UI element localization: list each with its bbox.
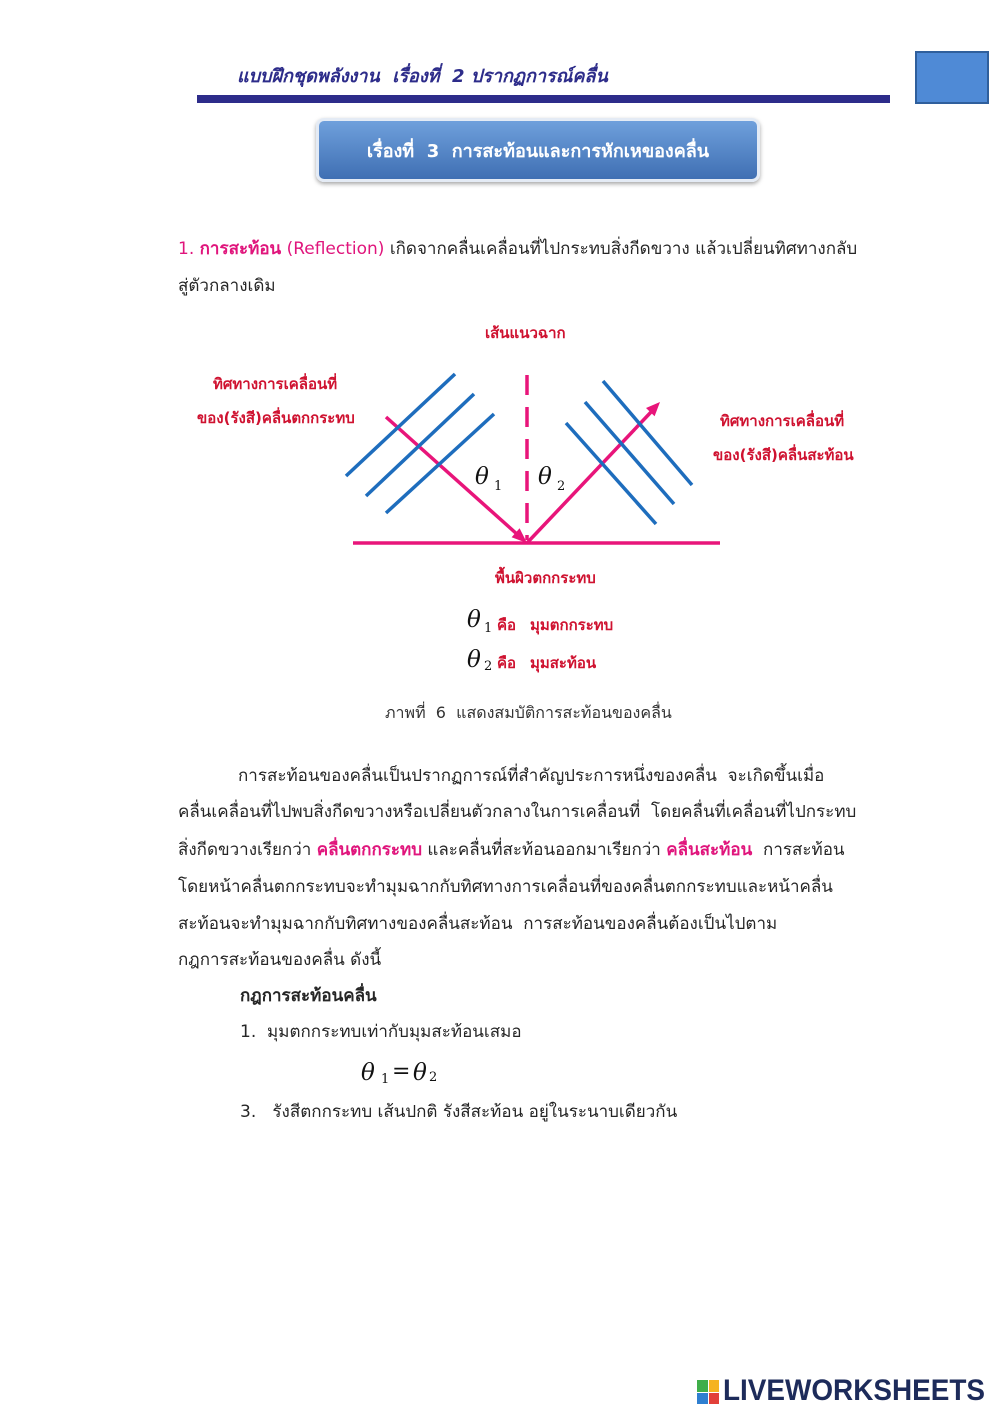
reflected-wavefront (585, 402, 674, 504)
theta-2-subscript: 2 (557, 479, 566, 494)
term-reflected-wave: คลื่นสะท้อน (666, 840, 753, 860)
figure-caption: ภาพที่ 6 แสดงสมบัติการสะท้อนของคลื่น (385, 703, 672, 722)
legend-meaning-incident-angle: มุมตกกระทบ (530, 616, 614, 634)
term-incident-wave: คลื่นตกกระทบ (316, 840, 423, 860)
body-line-3-part-2: และคลื่นที่สะท้อนออกมาเรียกว่า (427, 840, 661, 860)
law-rule-1: 1. มุมตกกระทบเท่ากับมุมสะท้อนเสมอ (240, 1022, 522, 1042)
reflected-wavefront (566, 423, 656, 524)
body-line-3 (178, 838, 845, 862)
surface-label: พื้นผิวตกกระทบ (495, 569, 596, 587)
body-line-6: กฎการสะท้อนของคลื่น ดังนี้ (178, 950, 382, 970)
intro-line-2: สู่ตัวกลางเดิม (178, 276, 276, 296)
reflected-direction-label-2: ของ(รังสี)คลื่นสะท้อน (713, 446, 854, 464)
law-rule-3: 3. รังสีตกกระทบ เส้นปกติ รังสีสะท้อน อยู่ในระนาบเดียวกัน (240, 1102, 678, 1122)
laws-heading: กฎการสะท้อนคลื่น (240, 986, 377, 1006)
body-line-3-part-1: สิ่งกีดขวางเรียกว่า (178, 840, 312, 860)
legend-is-2: คือ (497, 654, 517, 672)
incident-ray (386, 417, 518, 535)
liveworksheets-logo[interactable]: LIVEWORKSHEETS (723, 1374, 985, 1407)
formula-equals: = (392, 1059, 411, 1084)
normal-line-label: เส้นแนวฉาก (485, 324, 566, 342)
legend-theta-2-subscript: 2 (484, 659, 493, 674)
legend-theta-1-symbol: θ (467, 607, 481, 633)
intro-number: 1. (178, 239, 195, 259)
intro-term: การสะท้อน (199, 239, 282, 259)
body-line-4: โดยหน้าคลื่นตกกระทบจะทำมุมฉากกับทิศทางการเคลื่อนที่ของคลื่นตกกระทบและหน้าคลื่น (178, 877, 833, 897)
legend-theta-1-subscript: 1 (484, 621, 493, 636)
theta-2-symbol: θ (538, 464, 552, 490)
body-line-3-part-3: การสะท้อน (757, 840, 845, 860)
formula-lhs-theta: θ (361, 1060, 375, 1086)
formula-lhs-subscript: 1 (381, 1072, 390, 1087)
intro-term-english: (Reflection) (286, 239, 385, 259)
body-line-1: การสะท้อนของคลื่นเป็นปรากฏการณ์ที่สำคัญประการหนึ่งของคลื่น จะเกิดขึ้นเมื่อ (238, 766, 825, 786)
legend-meaning-reflection-angle: มุมสะท้อน (530, 654, 597, 672)
body-line-2: คลื่นเคลื่อนที่ไปพบสิ่งกีดขวางหรือเปลี่ยนตัวกลางในการเคลื่อนที่ โดยคลื่นที่เคลื่อนที่ไปกระทบ (178, 802, 857, 822)
legend-theta-2-symbol: θ (467, 647, 481, 673)
formula-rhs-subscript: 2 (429, 1070, 438, 1085)
body-line-5: สะท้อนจะทำมุมฉากกับทิศทางของคลื่นสะท้อน การสะท้อนของคลื่นต้องเป็นไปตาม (178, 914, 778, 934)
reflected-wavefront (603, 381, 692, 485)
intro-line-1 (178, 237, 857, 261)
incident-direction-label-2: ของ(รังสี)คลื่นตกกระทบ (197, 409, 355, 427)
corner-box (915, 51, 989, 104)
liveworksheets-logo-icon[interactable] (697, 1380, 719, 1404)
theta-1-subscript: 1 (494, 479, 503, 494)
legend-is-1: คือ (497, 616, 517, 634)
theta-1-symbol: θ (475, 464, 489, 490)
intro-text: เกิดจากคลื่นเคลื่อนที่ไปกระทบสิ่งกีดขวาง แล้วเปลี่ยนทิศทางกลับ (389, 239, 858, 259)
formula-rhs-theta: θ (413, 1060, 427, 1086)
section-title: เรื่องที่ 3 การสะท้อนและการหักเหของคลื่น (366, 140, 710, 162)
section-title-box (316, 118, 760, 182)
incident-direction-label-1: ทิศทางการเคลื่อนที่ (213, 375, 338, 393)
header-rule (197, 95, 890, 103)
reflection-diagram (330, 360, 730, 555)
header-title: แบบฝึกชุดพลังงาน เรื่องที่ 2 ปรากฏการณ์คลื่น (237, 66, 608, 87)
reflected-direction-label-1: ทิศทางการเคลื่อนที่ (720, 412, 845, 430)
